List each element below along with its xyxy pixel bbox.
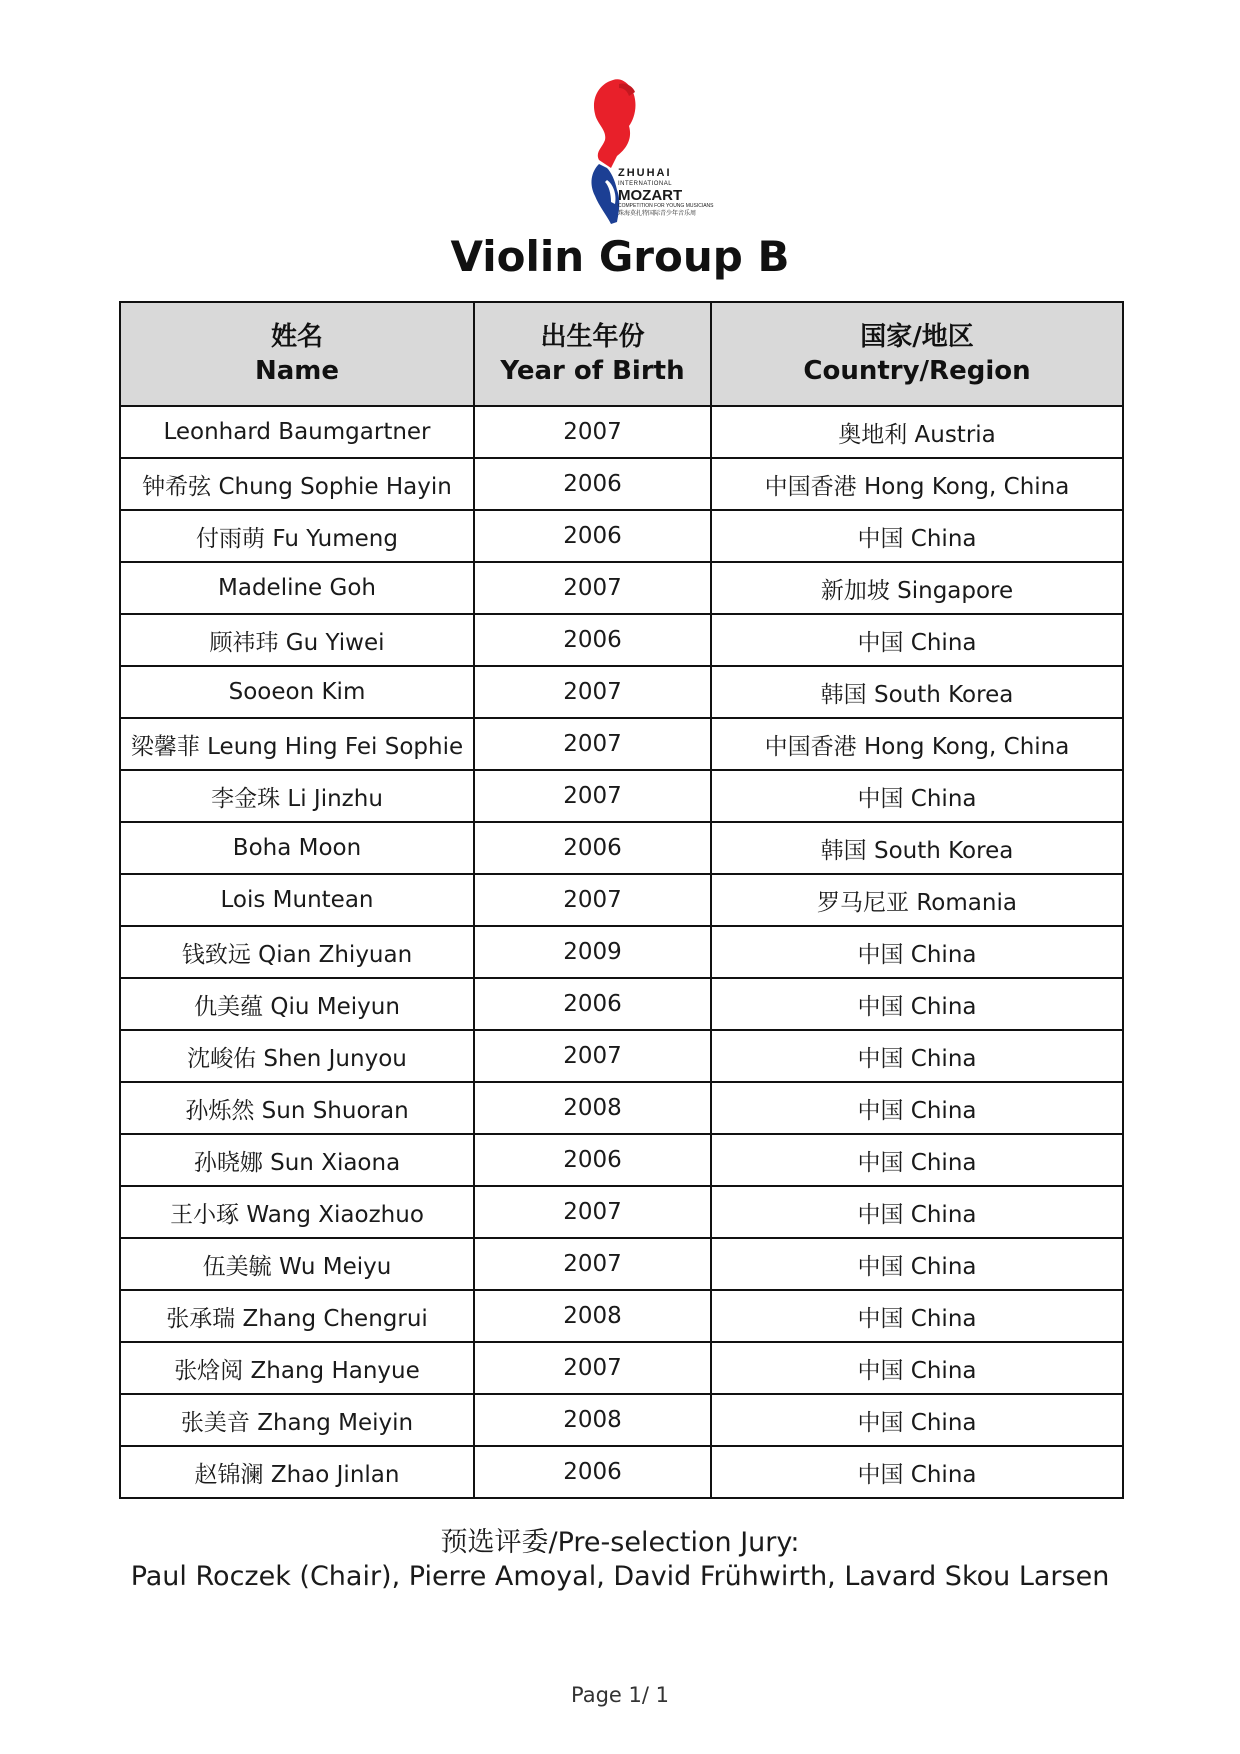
- cell-year: 2006: [474, 510, 711, 562]
- cell-name: 张美音 Zhang Meiyin: [120, 1394, 474, 1446]
- table-row: [120, 406, 1123, 458]
- cell-year: 2007: [474, 1030, 711, 1082]
- header-name-zh: 姓名: [270, 322, 323, 352]
- cell-country: 韩国 South Korea: [711, 666, 1123, 718]
- cell-year: 2006: [474, 978, 711, 1030]
- cell-country: 中国香港 Hong Kong, China: [711, 718, 1123, 770]
- table-header-row: [120, 302, 1123, 406]
- table-row: [120, 718, 1123, 770]
- page-title: Violin Group B: [450, 232, 790, 281]
- cell-year: 2007: [474, 1186, 711, 1238]
- cell-country: 罗马尼亚 Romania: [711, 874, 1123, 926]
- logo-line-2: INTERNATIONAL: [618, 181, 673, 187]
- cell-name: 顾祎玮 Gu Yiwei: [120, 614, 474, 666]
- page-number: Page 1/ 1: [571, 1683, 669, 1707]
- cell-country: 奥地利 Austria: [711, 406, 1123, 458]
- table-row: [120, 1238, 1123, 1290]
- cell-name: 钟希弦 Chung Sophie Hayin: [120, 458, 474, 510]
- cell-year: 2009: [474, 926, 711, 978]
- header-year: [474, 302, 711, 406]
- table-row: [120, 510, 1123, 562]
- header-country-zh: 国家/地区: [860, 322, 974, 352]
- table-row: [120, 822, 1123, 874]
- cell-year: 2007: [474, 1342, 711, 1394]
- cell-year: 2006: [474, 614, 711, 666]
- cell-country: 中国 China: [711, 1082, 1123, 1134]
- cell-country: 中国 China: [711, 1134, 1123, 1186]
- table-row: [120, 1030, 1123, 1082]
- cell-country: 中国 China: [711, 614, 1123, 666]
- logo-line-5: 珠海莫扎特国际青少年音乐周: [618, 211, 697, 217]
- cell-name: 沈峻佑 Shen Junyou: [120, 1030, 474, 1082]
- cell-name: 孙烁然 Sun Shuoran: [120, 1082, 474, 1134]
- header-country-en: Country/Region: [803, 356, 1031, 386]
- cell-name: 钱致远 Qian Zhiyuan: [120, 926, 474, 978]
- cell-name: 仇美蕴 Qiu Meiyun: [120, 978, 474, 1030]
- table-row: [120, 1342, 1123, 1394]
- cell-year: 2007: [474, 718, 711, 770]
- table-row: [120, 926, 1123, 978]
- cell-year: 2007: [474, 1238, 711, 1290]
- cell-name: 张焓阅 Zhang Hanyue: [120, 1342, 474, 1394]
- cell-country: 中国 China: [711, 1186, 1123, 1238]
- jury-label: 预选评委/Pre-selection Jury:: [440, 1527, 800, 1558]
- table-row: [120, 1134, 1123, 1186]
- header-year-zh: 出生年份: [540, 322, 645, 352]
- cell-year: 2007: [474, 562, 711, 614]
- table-row: [120, 458, 1123, 510]
- cell-country: 中国 China: [711, 1446, 1123, 1498]
- table-row: [120, 666, 1123, 718]
- cell-country: 中国 China: [711, 978, 1123, 1030]
- cell-country: 中国 China: [711, 1342, 1123, 1394]
- cell-name: Boha Moon: [120, 822, 474, 874]
- cell-name: 张承瑞 Zhang Chengrui: [120, 1290, 474, 1342]
- participants-table: [119, 301, 1124, 1499]
- cell-year: 2006: [474, 1134, 711, 1186]
- logo-wordmark: [618, 168, 713, 217]
- cell-year: 2007: [474, 666, 711, 718]
- table-row: [120, 874, 1123, 926]
- cell-country: 中国 China: [711, 1238, 1123, 1290]
- jury-members: Paul Roczek (Chair), Pierre Amoyal, David Frühwirth, Lavard Skou Larsen: [130, 1561, 1110, 1592]
- cell-name: 王小琢 Wang Xiaozhuo: [120, 1186, 474, 1238]
- cell-country: 中国 China: [711, 770, 1123, 822]
- cell-year: 2007: [474, 770, 711, 822]
- cell-name: Madeline Goh: [120, 562, 474, 614]
- logo-line-4: COMPETITION FOR YOUNG MUSICIANS: [618, 203, 714, 209]
- header-name: [120, 302, 474, 406]
- cell-year: 2007: [474, 874, 711, 926]
- logo-line-1: ZHUHAI: [618, 167, 672, 179]
- table-row: [120, 978, 1123, 1030]
- jury-section: [0, 1526, 1240, 1594]
- table-row: [120, 1290, 1123, 1342]
- cell-name: 孙晓娜 Sun Xiaona: [120, 1134, 474, 1186]
- cell-country: 中国香港 Hong Kong, China: [711, 458, 1123, 510]
- cell-name: 付雨萌 Fu Yumeng: [120, 510, 474, 562]
- header-year-en: Year of Birth: [500, 356, 685, 386]
- cell-name: 赵锦澜 Zhao Jinlan: [120, 1446, 474, 1498]
- table-row: [120, 562, 1123, 614]
- cell-name: 李金珠 Li Jinzhu: [120, 770, 474, 822]
- cell-year: 2008: [474, 1082, 711, 1134]
- cell-country: 中国 China: [711, 1030, 1123, 1082]
- logo-line-3: MOZART: [618, 187, 683, 204]
- header-country: [711, 302, 1123, 406]
- cell-name: 梁馨菲 Leung Hing Fei Sophie: [120, 718, 474, 770]
- table-row: [120, 1082, 1123, 1134]
- cell-year: 2008: [474, 1290, 711, 1342]
- table-row: [120, 1186, 1123, 1238]
- cell-country: 中国 China: [711, 510, 1123, 562]
- table-row: [120, 770, 1123, 822]
- cell-year: 2007: [474, 406, 711, 458]
- cell-country: 中国 China: [711, 1290, 1123, 1342]
- cell-country: 中国 China: [711, 1394, 1123, 1446]
- cell-year: 2006: [474, 1446, 711, 1498]
- header-name-en: Name: [254, 356, 340, 386]
- cell-year: 2006: [474, 822, 711, 874]
- cell-name: Leonhard Baumgartner: [120, 406, 474, 458]
- table-row: [120, 1394, 1123, 1446]
- cell-country: 新加坡 Singapore: [711, 562, 1123, 614]
- cell-name: 伍美毓 Wu Meiyu: [120, 1238, 474, 1290]
- cell-country: 韩国 South Korea: [711, 822, 1123, 874]
- cell-year: 2008: [474, 1394, 711, 1446]
- table-row: [120, 614, 1123, 666]
- cell-year: 2006: [474, 458, 711, 510]
- cell-name: Lois Muntean: [120, 874, 474, 926]
- table-row: [120, 1446, 1123, 1498]
- cell-country: 中国 China: [711, 926, 1123, 978]
- cell-name: Sooeon Kim: [120, 666, 474, 718]
